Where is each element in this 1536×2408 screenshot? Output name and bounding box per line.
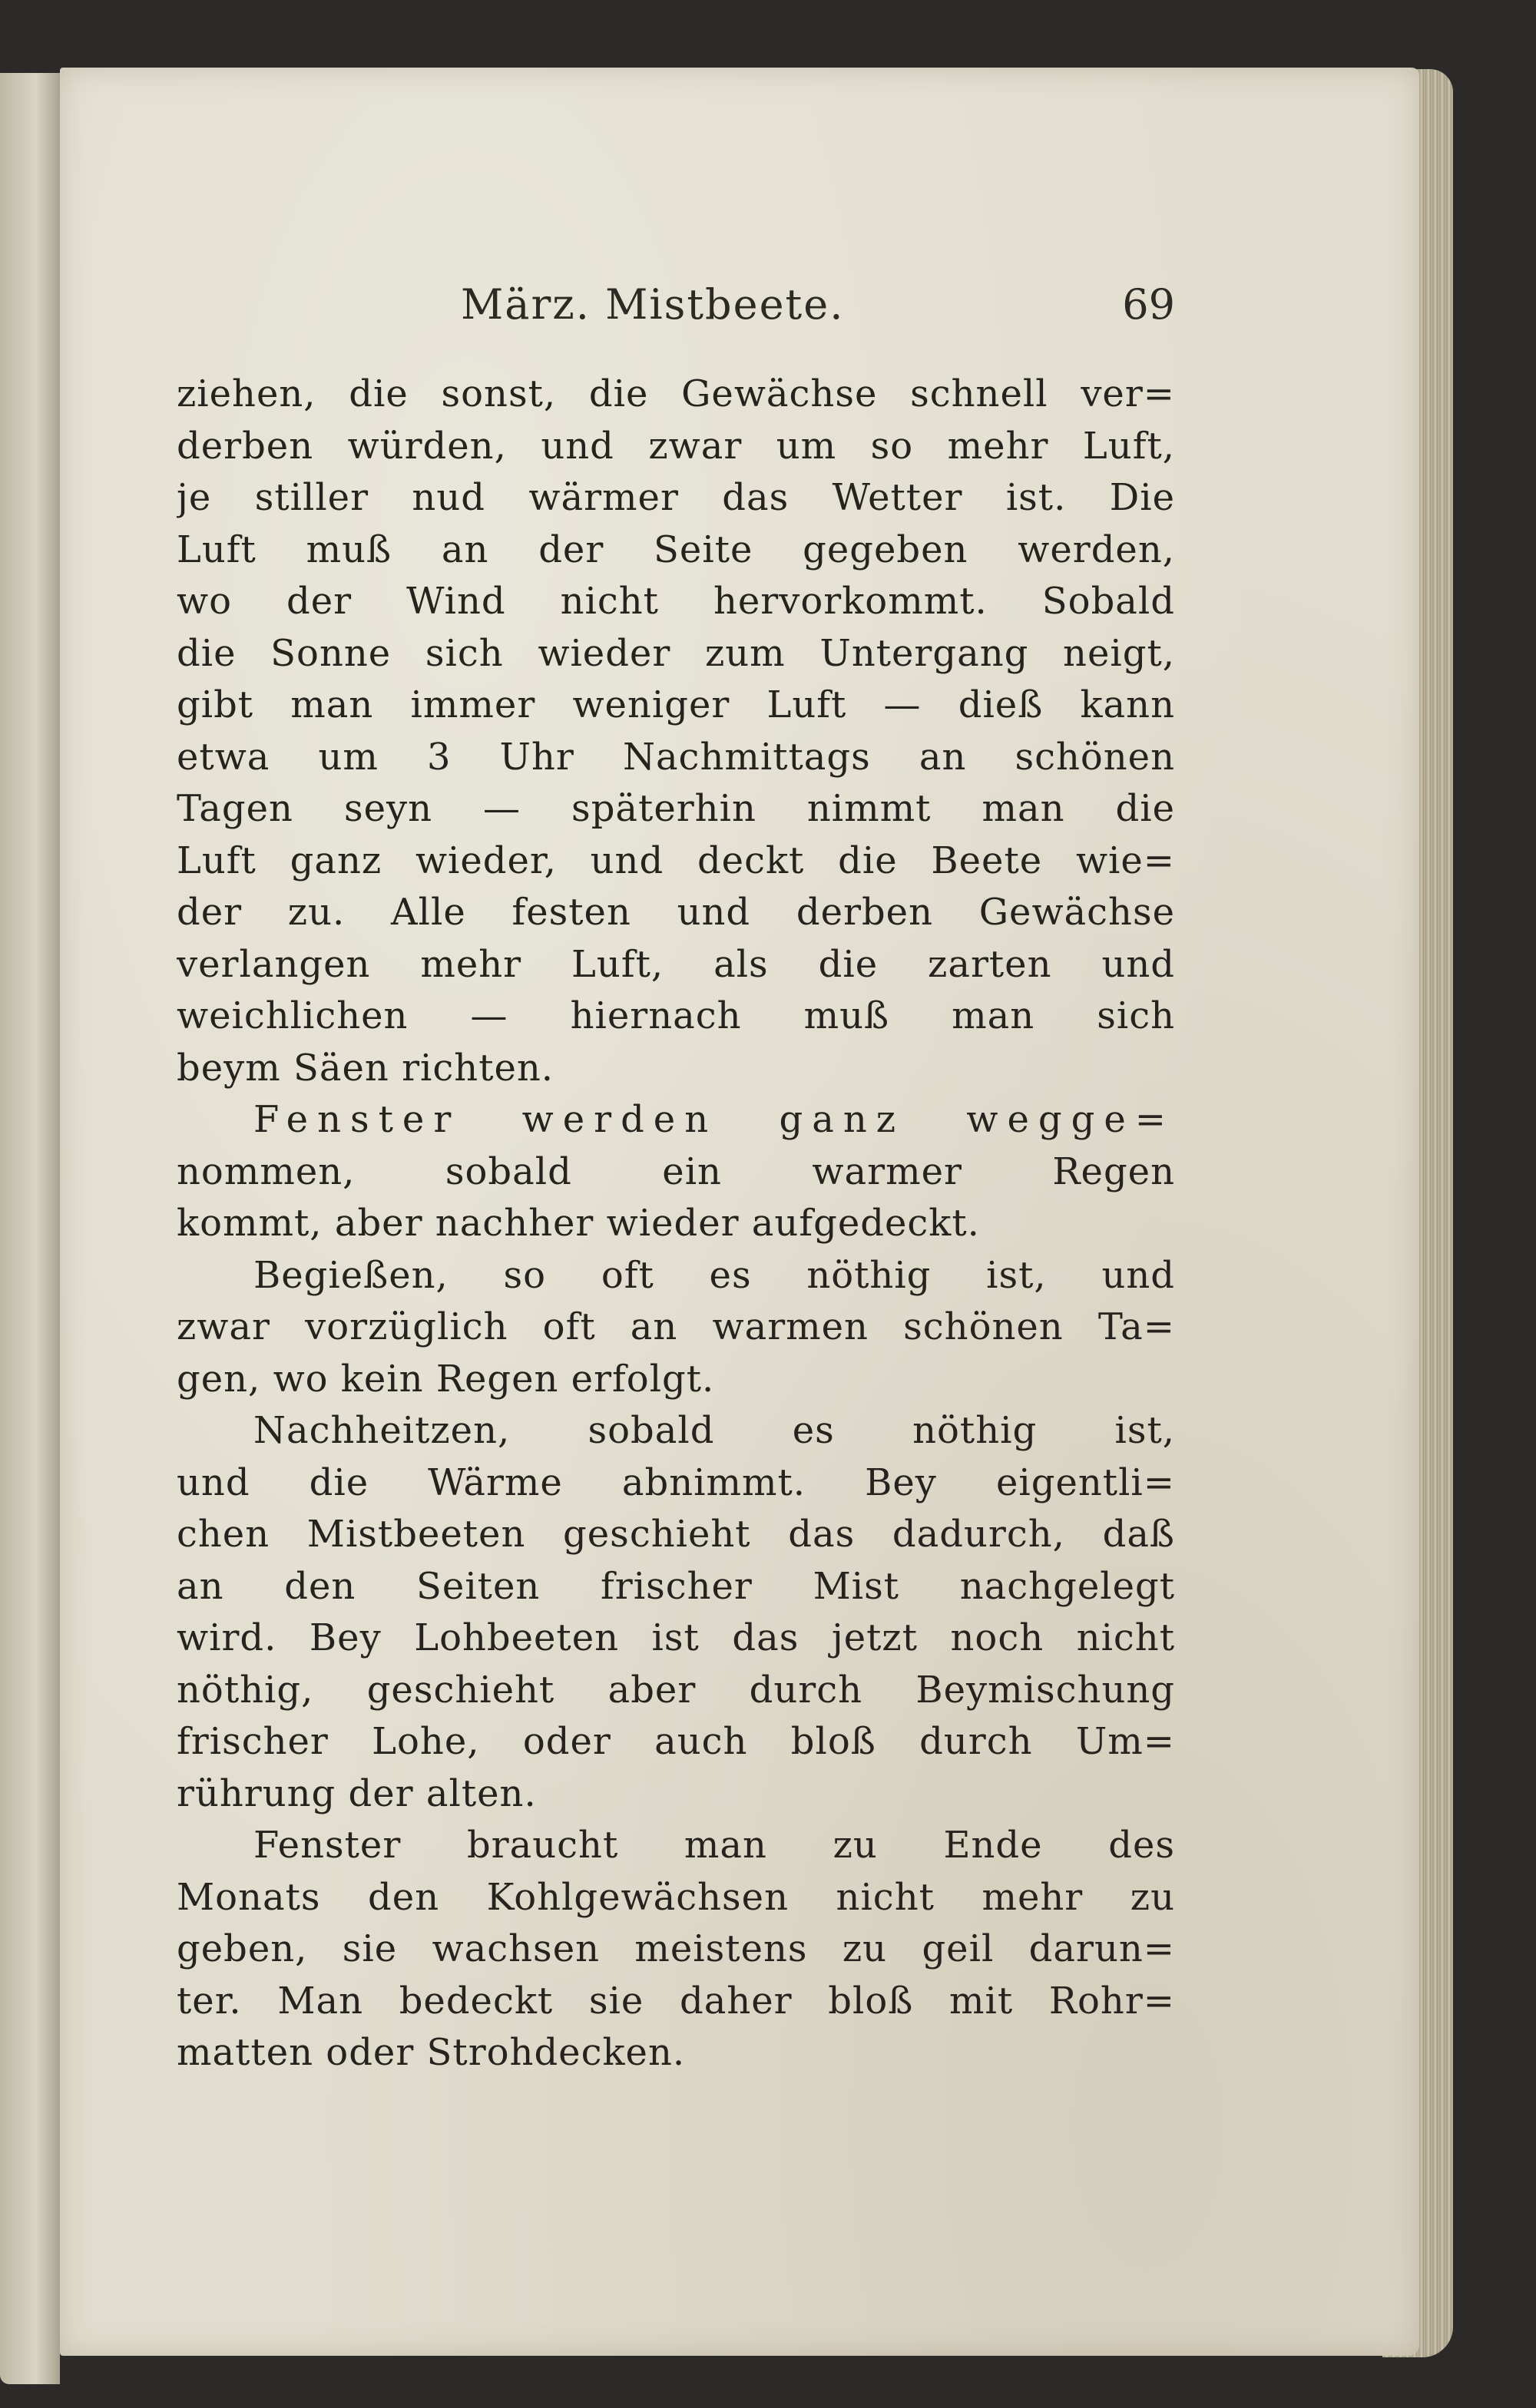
text-line: wird. Bey Lohbeeten ist das jetzt noch nicht (177, 1616, 1175, 1659)
adjacent-page-edge (0, 73, 60, 2384)
running-head: März. Mistbeete. (461, 280, 845, 329)
text-line: ter. Man bedeckt sie daher bloß mit Rohr= (177, 1979, 1175, 2023)
text-line: Fenster werden ganz wegge= (253, 1098, 1175, 1141)
text-line: zwar vorzüglich oft an warmen schönen Ta= (177, 1305, 1175, 1348)
text-line: Luft ganz wieder, und deckt die Beete wie= (177, 838, 1175, 882)
text-line: gen, wo kein Regen erfolgt. (177, 1357, 715, 1401)
text-line: an den Seiten frischer Mist nachgelegt (177, 1564, 1175, 1608)
text-line: verlangen mehr Luft, als die zarten und (177, 942, 1175, 986)
text-line: Tagen seyn — späterhin nimmt man die (177, 787, 1175, 830)
page-number: 69 (1122, 280, 1175, 329)
text-line: Fenster braucht man zu Ende des (253, 1824, 1175, 1867)
text-line: Luft muß an der Seite gegeben werden, (177, 528, 1175, 571)
text-line: nommen, sobald ein warmer Regen (177, 1149, 1175, 1193)
text-line: je stiller nud wärmer das Wetter ist. Die (177, 476, 1175, 519)
text-line: Nachheitzen, sobald es nöthig ist, (253, 1409, 1175, 1452)
text-line: nöthig, geschieht aber durch Beymischung (177, 1668, 1175, 1712)
text-line: kommt, aber nachher wieder aufgedeckt. (177, 1202, 980, 1245)
text-line: etwa um 3 Uhr Nachmittags an schönen (177, 735, 1175, 779)
text-line: und die Wärme abnimmt. Bey eigentli= (177, 1460, 1175, 1504)
text-line: Monats den Kohlgewächsen nicht mehr zu (177, 1875, 1175, 1919)
text-line: chen Mistbeeten geschieht das dadurch, daß (177, 1513, 1175, 1556)
text-line: geben, sie wachsen meistens zu geil darun= (177, 1927, 1175, 1970)
text-line: ziehen, die sonst, die Gewächse schnell ver= (177, 372, 1175, 415)
text-line: beym Säen richten. (177, 1046, 554, 1090)
page-header (461, 280, 1175, 334)
text-line: matten oder Strohdecken. (177, 2031, 686, 2074)
text-line: die Sonne sich wieder zum Untergang neigt, (177, 631, 1175, 675)
text-line: wo der Wind nicht hervorkommt. Sobald (177, 580, 1175, 623)
text-line: gibt man immer weniger Luft — dieß kann (177, 683, 1175, 726)
body-text (177, 369, 1175, 2079)
text-line: derben würden, und zwar um so mehr Luft, (177, 424, 1175, 468)
text-line: Begießen, so oft es nöthig ist, und (253, 1253, 1175, 1297)
text-line: weichlichen — hiernach muß man sich (177, 994, 1175, 1037)
text-line: frischer Lohe, oder auch bloß durch Um= (177, 1720, 1175, 1763)
text-line: der zu. Alle festen und derben Gewächse (177, 891, 1175, 934)
text-line: rührung der alten. (177, 1771, 537, 1815)
